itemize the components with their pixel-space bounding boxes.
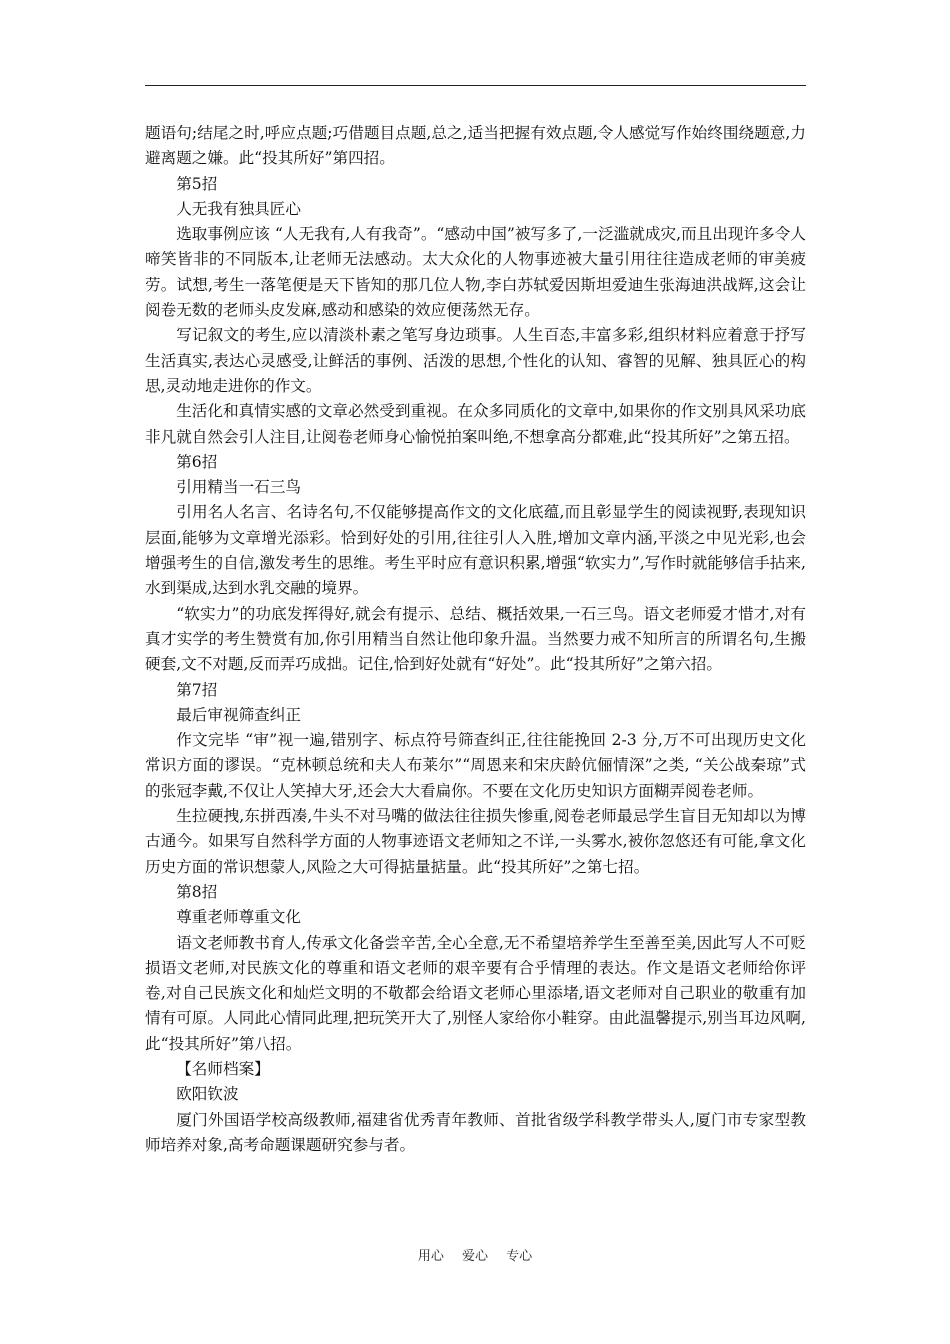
tip-heading-5: 第5招 (176, 174, 218, 193)
page-footer (0, 1248, 950, 1266)
paragraph: 生活化和真情实感的文章必然受到重视。在众多同质化的文章中,如果你的作文别具风采功底非凡就自然会引人注目,让阅卷老师身心愉悦拍案叫绝,不想拿高分都难,此“投其所好”之第五招。 (145, 402, 806, 446)
tip-heading-6: 第6招 (176, 452, 218, 471)
teacher-profile-text: 厦门外国语学校高级教师,福建省优秀青年教师、首批省级学科教学带头人,厦门市专家型教师培养对象,高考命题课题研究参与者。 (145, 1110, 806, 1154)
footer-item: 用心 (417, 1249, 444, 1264)
paragraph-continuation: 题语句;结尾之时,呼应点题;巧借题目点题,总之,适当把握有效点题,令人感觉写作始终围绕题意,力避离题之嫌。此“投其所好”第四招。 (145, 124, 806, 168)
tip-heading-7: 第7招 (176, 680, 218, 699)
paragraph: 生拉硬拽,东拼西凑,牛头不对马嘴的做法往往损失惨重,阅卷老师最忌学生盲目无知却以为博古通今。如果写自然科学方面的人物事迹语文老师知之不详,一头雾水,被你忽悠还有可能,拿文化历史方面的常识想蒙人,风险之大可得掂量掂量。此“投其所好”之第七招。 (145, 807, 806, 876)
footer-item: 专心 (506, 1249, 533, 1264)
tip-title-7: 最后审视筛查纠正 (176, 705, 301, 724)
tip-title-6: 引用精当一石三鸟 (176, 478, 301, 497)
paragraph: “软实力”的功底发挥得好,就会有提示、总结、概括效果,一石三鸟。语文老师爱才惜才,对有真才实学的考生赞赏有加,你引用精当自然让他印象升温。当然要力戒不知所言的所谓名句,生搬硬套,文不对题,反而弄巧成拙。记住,恰到好处就有“好处”。此“投其所好”之第六招。 (145, 604, 806, 674)
paragraph: 作文完毕 “审”视一遍,错别字、标点符号筛查纠正,往往能挽回 2-3 分,万不可出现历史文化常识方面的谬误。“克林顿总统和夫人布莱尔”“周恩来和宋庆龄伉俪情深”之类, “关公战秦琼”式的张冠李戴,不仅让人笑掉大牙,还会大大看扁你。不要在文化历史知识方面糊弄阅卷老师。 (145, 731, 806, 800)
header-divider (145, 85, 806, 86)
footer-item: 爱心 (461, 1249, 488, 1264)
teacher-name: 欧阳钦波 (176, 1085, 239, 1104)
tip-title-5: 人无我有独具匠心 (176, 199, 301, 218)
paragraph: 引用名人名言、名诗名句,不仅能够提高作文的文化底蕴,而且彰显学生的阅读视野,表现知识层面,能够为文章增光添彩。恰到好处的引用,往往引人入胜,增加文章内涵,平淡之中见光彩,也会增强考生的自信,激发考生的思维。考生平时应有意识积累,增强“软实力”,写作时就能够信手拈来,水到渠成,达到水乳交融的境界。 (145, 503, 806, 598)
tip-title-8: 尊重老师尊重文化 (176, 908, 301, 927)
paragraph: 写记叙文的考生,应以清淡朴素之笔写身边琐事。人生百态,丰富多彩,组织材料应着意于抒写生活真实,表达心灵感受,让鲜活的事例、活泼的思想,个性化的认知、睿智的见解、独具匠心的构思,灵动地走进你的作文。 (145, 326, 806, 395)
paragraph: 语文老师教书育人,传承文化备尝辛苦,全心全意,无不希望培养学生至善至美,因此写人不可贬损语文老师,对民族文化的尊重和语文老师的艰辛要有合乎情理的表达。作文是语文老师给你评卷,对自己民族文化和灿烂文明的不敬都会给语文老师心里添堵,语文老师对自己职业的敬重有加情有可原。人同此心情同此理,把玩笑开大了,别怪人家给你小鞋穿。由此温馨提示,别当耳边风啊,此“投其所好”第八招。 (145, 933, 806, 1053)
article-body (145, 121, 806, 1158)
tip-heading-8: 第8招 (176, 882, 218, 901)
paragraph: 选取事例应该 “人无我有,人有我奇”。“感动中国”被写多了,一泛滥就成灾,而且出现许多令人啼笑皆非的不同版本,让老师无法感动。太大众化的人物事迹被大量引用往往造成老师的审美疲劳。试想,考生一落笔便是天下皆知的那几位人物,李白苏轼爱因斯坦爱迪生张海迪洪战辉,这会让阅卷无数的老师头皮发麻,感动和感染的效应便荡然无存。 (145, 225, 806, 320)
teacher-profile-heading: 【名师档案】 (176, 1059, 270, 1078)
